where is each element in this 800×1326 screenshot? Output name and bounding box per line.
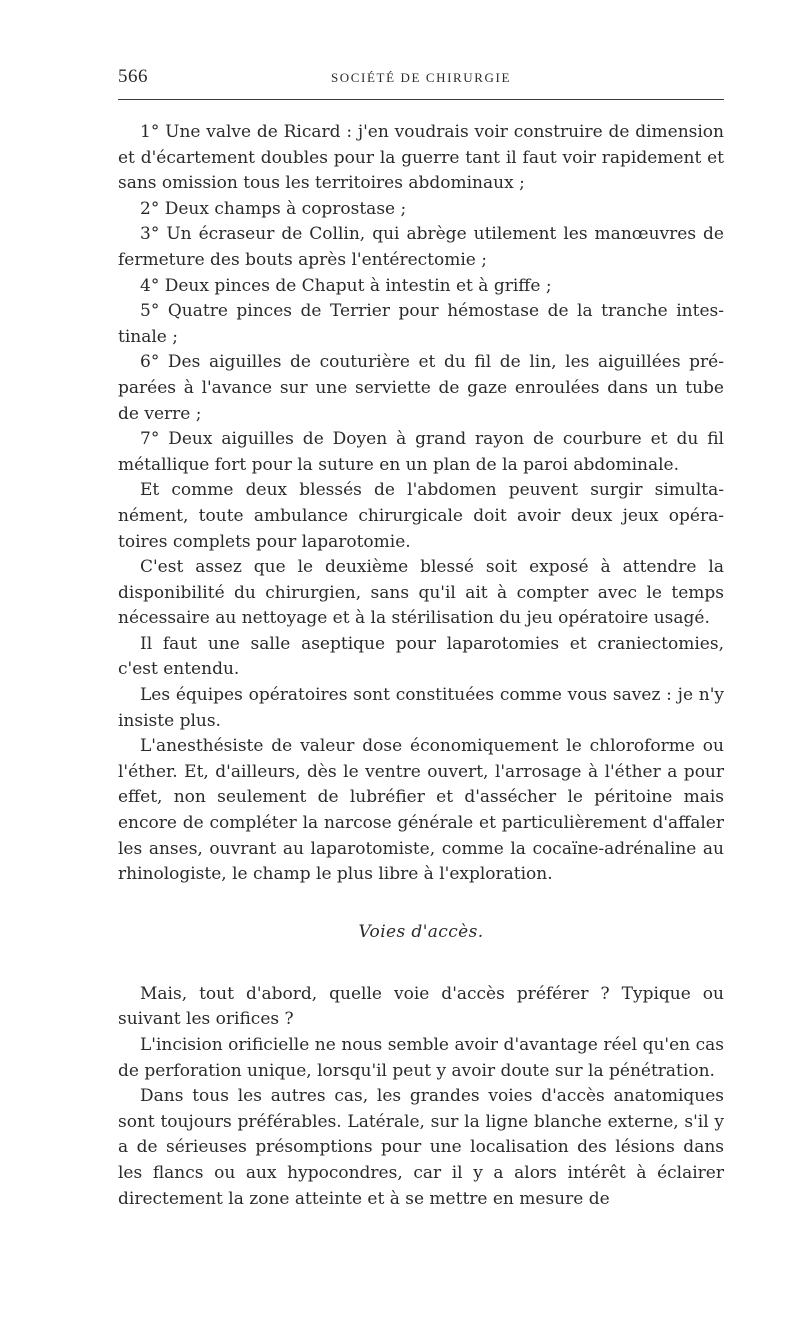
list-item-pinces-chaput: 4° Deux pinces de Chaput à intestin et à griffe ; [140, 275, 552, 296]
paragraph: Mais, tout d'abord, quelle voie d'accès préférer ? Typique ou suivant les orifices ? [118, 983, 724, 1030]
list-item-aiguilles-couturiere: 6° Des aiguilles de couturière et du fil de lin, les aiguillées préparées à l'avance sur une serviette de gaze enroulées dans un tube de verre ; [118, 352, 724, 424]
page-header [118, 66, 724, 90]
paragraph: L'anesthésiste de valeur dose économiquement le chloroforme ou l'éther. Et, d'ailleurs, dès le ventre ouvert, l'arrosage à l'éther a pour effet, non seulement de lubréfier et d'assécher le péritoine mais encore de compléter la narcose générale et particulièrement d'affaler les anses, ouvrant au laparotomiste, comme la cocaïne-adrénaline au rhinologiste, le champ le plus libre à l'exploration. [118, 736, 724, 885]
paragraph: Les équipes opératoires sont constituées comme vous savez : je n'y insiste plus. [118, 685, 724, 731]
list-item-valve: 1° Une valve de Ricard : j'en voudrais voir construire de dimension et d'écartement doubles pour la guerre tant il faut voir rapidement et sans omission tous les territoires abdominaux ; [118, 122, 724, 194]
paragraph: Il faut une salle aseptique pour laparotomies et craniectomies, c'est entendu. [118, 633, 724, 680]
section-heading: Voies d'accès. [358, 921, 484, 942]
header-rule [118, 99, 724, 100]
paragraph: Et comme deux blessés de l'abdomen peuvent surgir simultanément, toute ambulance chirurgicale doit avoir deux jeux opératoires complets pour laparotomie. [118, 480, 724, 552]
paragraph: L'incision orificielle ne nous semble avoir d'avantage réel qu'en cas de perforation unique, lorsqu'il peut y avoir doute sur la pénétration. [118, 1035, 724, 1081]
paragraph: Dans tous les autres cas, les grandes voies d'accès anatomiques sont toujours préférables. Latérale, sur la ligne blanche externe, s'il y a de sérieuses présomptions pour une localisation des lésions dans les flancs ou aux hypocondres, car il y a alors intérêt à éclairer directement la zone atteinte et à se mettre en mesure de [118, 1086, 724, 1209]
list-item-aiguilles-doyen: 7° Deux aiguilles de Doyen à grand rayon de courbure et du fil métallique fort pour la suture en un plan de la paroi abdominale. [118, 429, 724, 475]
page-number: 566 [118, 66, 148, 87]
list-item-pinces-terrier: 5° Quatre pinces de Terrier pour hémostase de la tranche intestinale ; [118, 301, 724, 347]
list-item-champs: 2° Deux champs à coprostase ; [140, 198, 407, 219]
list-item-ecraseur: 3° Un écraseur de Collin, qui abrège utilement les manœuvres de fermeture des bouts après l'entérectomie ; [118, 224, 724, 270]
running-title: SOCIÉTÉ DE CHIRURGIE [330, 70, 512, 85]
paragraph: C'est assez que le deuxième blessé soit exposé à attendre la disponibilité du chirurgien, sans qu'il ait à compter avec le temps nécessaire au nettoyage et à la stérilisation du jeu opératoire usagé. [118, 557, 724, 629]
body-text [118, 120, 724, 1212]
